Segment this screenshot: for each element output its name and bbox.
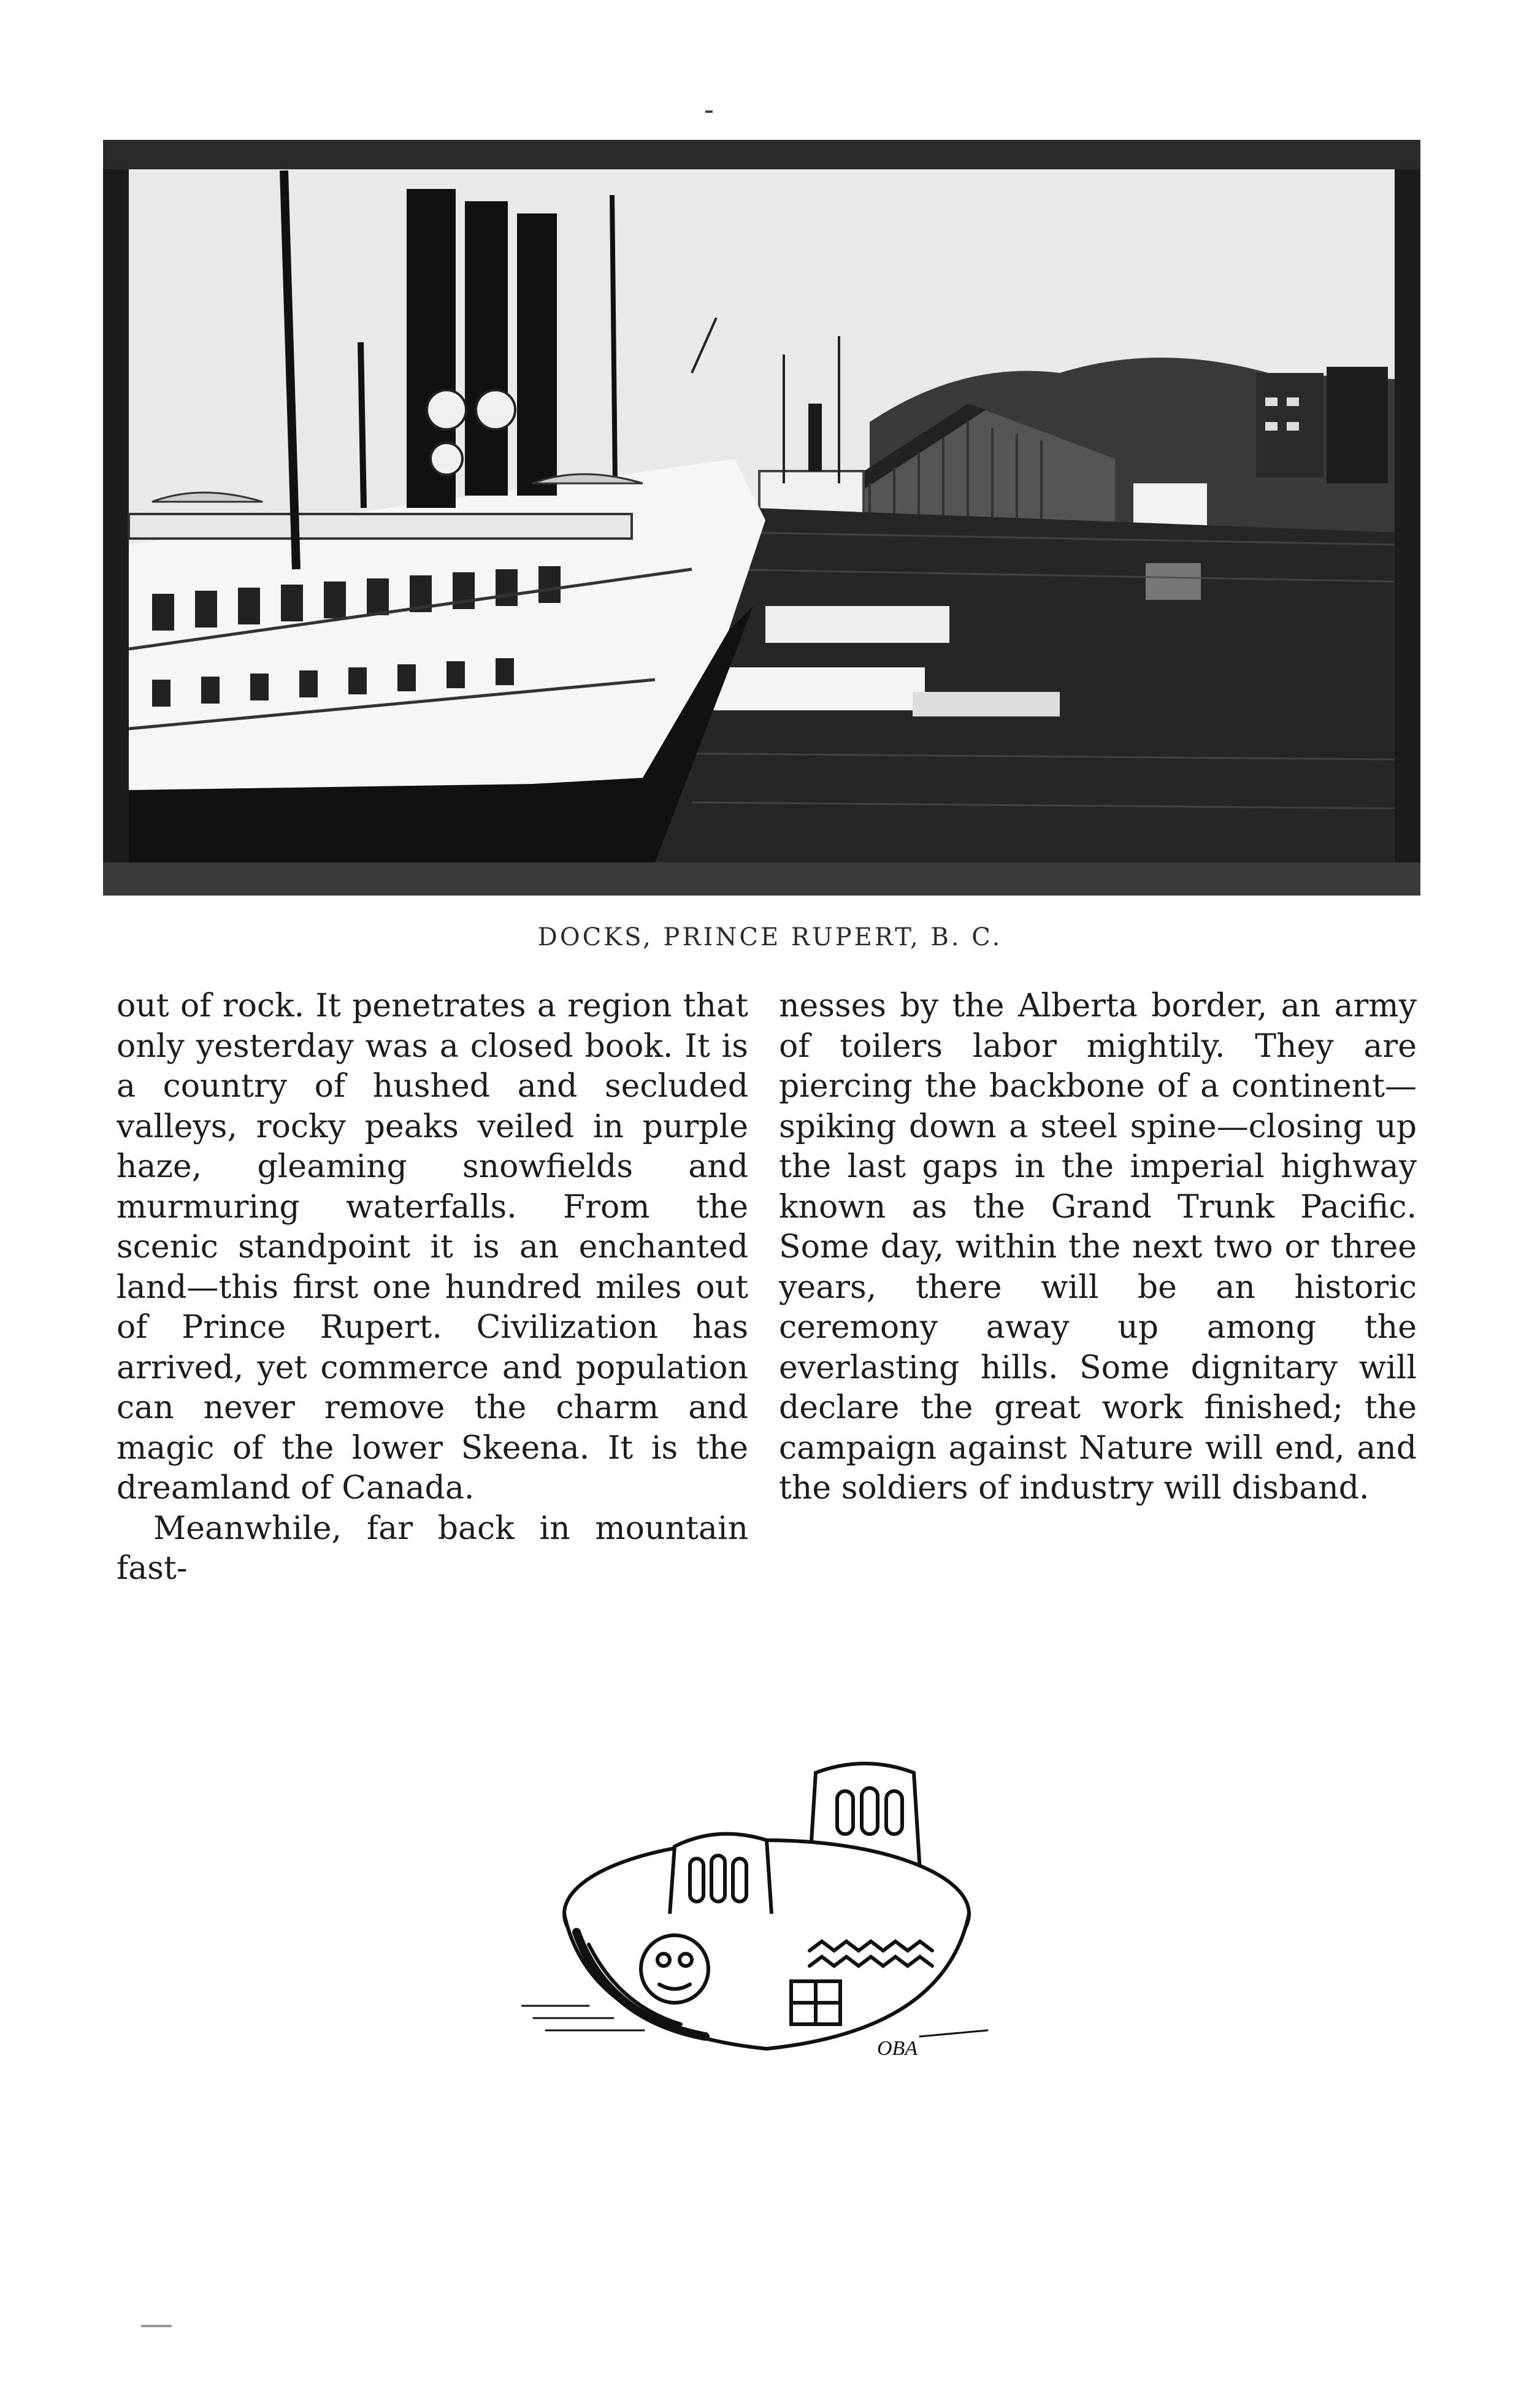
carved-bowl-art (521, 1748, 1024, 2067)
page-speck (705, 110, 713, 113)
lumber-pile (765, 606, 949, 643)
upper-deck (129, 514, 632, 539)
carved-bowl-illustration (521, 1748, 1024, 2070)
svg-text:OBA: OBA (877, 2037, 918, 2060)
docks-photo (103, 140, 1420, 896)
paragraph: Meanwhile, far back in mountain fast- (117, 1510, 748, 1587)
article-right-column (779, 986, 1417, 1509)
mast (612, 195, 615, 483)
page-mark (141, 2325, 172, 2327)
lumber-pile (913, 692, 1060, 716)
docks-photo-art (103, 140, 1420, 896)
paragraph: nesses by the Alberta border, an army of toilers labor mightily. They are piercing the backbone of a continent—spiking down a steel spine—closing up the last gaps in the imperial highway known as the Grand Trunk Pacific. Some day, within the next two or three years, there will be an historic ceremony away up among the everlasting hills. Some dignitary will declare the great work finished; the campaign against Nature will end, and the soldiers of industry will disband. (779, 988, 1417, 1507)
building (1327, 367, 1388, 483)
article-left-column (117, 986, 748, 1589)
photo-caption: DOCKS, PRINCE RUPERT, B. C. (537, 923, 1003, 951)
funnel (465, 201, 508, 496)
paragraph: out of rock. It penetrates a region that only yesterday was a closed book. It is a country of hushed and secluded valleys, rocky peaks veiled in purple haze, gleaming snowfields and murmuring waterfalls. From the scenic standpoint it is an enchanted land—this first one hundred miles out of Prince Rupert. Civilization has arrived, yet commerce and population can never remove the charm and magic of the lower Skeena. It is the dreamland of Canada. (117, 988, 748, 1507)
funnel (517, 213, 557, 496)
